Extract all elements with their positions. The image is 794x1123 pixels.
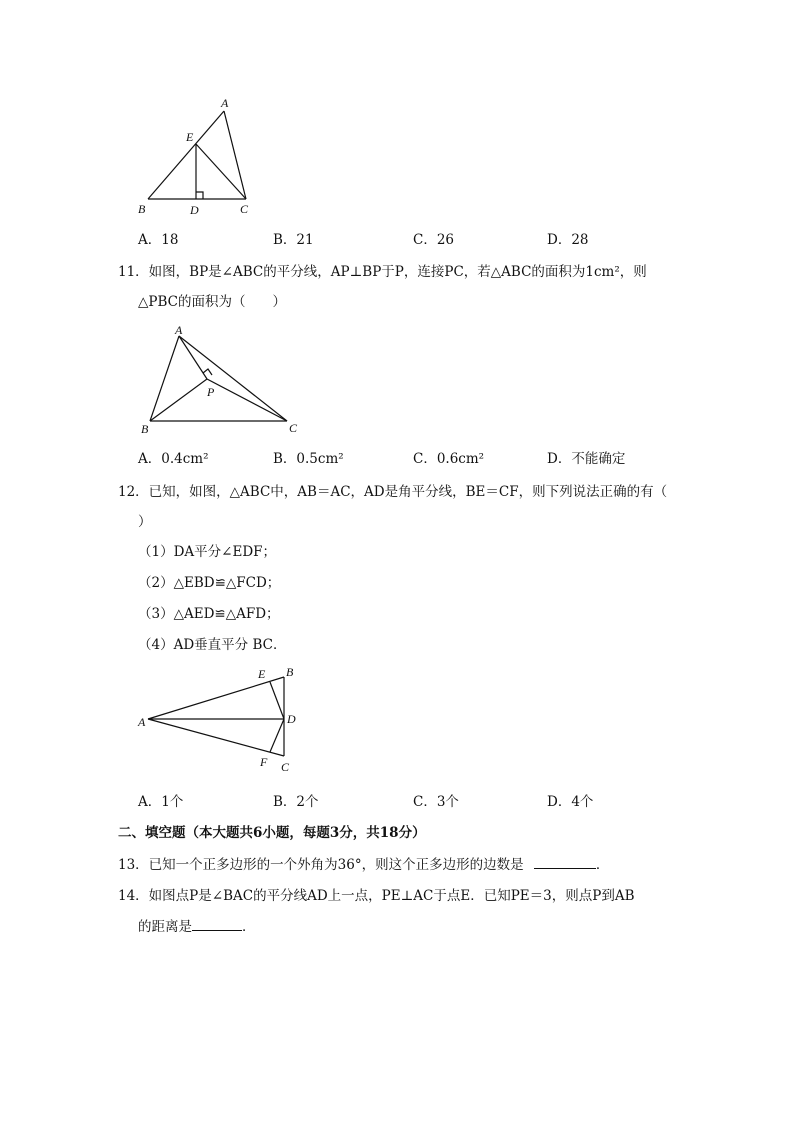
- q12-option-d: D．4个: [547, 794, 594, 810]
- q11-side-ac: [179, 336, 287, 421]
- q12-segment-fd: [270, 719, 284, 752]
- q11-segment-bp: [150, 379, 207, 421]
- q11-side-ab: [150, 336, 179, 421]
- q12-side-ac: [148, 719, 284, 756]
- q11-option-c: C．0.6cm²: [413, 451, 485, 467]
- q12-stem-line2: ）: [138, 514, 152, 530]
- q14-line1: 14．如图点P是∠BAC的平分线AD上一点，PE⊥AC于点E．已知PE＝3，则点P到AB: [118, 888, 635, 904]
- q11-stem-line2: △PBC的面积为（ ）: [138, 294, 286, 310]
- q12-label-c: C: [281, 760, 290, 774]
- q12-label-b: B: [286, 665, 294, 679]
- q12-item-1: （1）DA平分∠EDF；: [138, 544, 277, 560]
- q12-item-3: （3）△AED≌△AFD；: [138, 606, 280, 622]
- q12-figure: [130, 660, 310, 780]
- section-2-title: 二、填空题（本大题共6小题，每题3分，共18分）: [118, 825, 426, 841]
- q11-option-a: A．0.4cm²: [138, 451, 209, 467]
- q10-option-a: A．18: [138, 232, 179, 248]
- q11-figure: [135, 320, 310, 438]
- q10-side-ac: [224, 111, 246, 199]
- q12-label-a: A: [138, 715, 146, 729]
- q12-segment-ed: [270, 682, 284, 719]
- q10-label-d: D: [190, 203, 199, 217]
- q10-label-e: E: [186, 130, 194, 144]
- q11-option-b: B．0.5cm²: [273, 451, 344, 467]
- q10-label-b: B: [138, 202, 146, 216]
- q10-side-ba: [148, 111, 224, 199]
- q12-item-2: （2）△EBD≌△FCD；: [138, 575, 281, 591]
- q12-item-4: （4）AD垂直平分 BC．: [138, 637, 287, 653]
- q13-line: [118, 853, 609, 873]
- q12-label-f: F: [260, 755, 268, 769]
- q12-label-d: D: [287, 712, 296, 726]
- q13-answer-blank[interactable]: [534, 856, 596, 869]
- q10-option-c: C．26: [413, 232, 455, 248]
- q12-label-e: E: [258, 667, 266, 681]
- q12-stem-line1: 12．已知，如图，△ABC中，AB＝AC，AD是角平分线，BE＝CF，则下列说法正确的有（: [118, 484, 668, 500]
- q11-stem-line1: 11．如图，BP是∠ABC的平分线，AP⊥BP于P，连接PC，若△ABC的面积为1cm²，则: [118, 264, 647, 280]
- q14-end: ．: [242, 919, 256, 935]
- q12-option-b: B．2个: [273, 794, 319, 810]
- q14-line2-text: 的距离是: [138, 919, 192, 935]
- q10-option-d: D．28: [547, 232, 589, 248]
- q10-label-c: C: [240, 202, 249, 216]
- q14-line2: [138, 915, 256, 935]
- q10-figure: [130, 92, 270, 220]
- q10-option-b: B．21: [273, 232, 314, 248]
- q14-answer-blank[interactable]: [192, 918, 242, 931]
- q13-end: ．: [595, 857, 610, 873]
- q11-label-a: A: [175, 323, 183, 337]
- q11-option-d: D．不能确定: [547, 451, 626, 467]
- q11-label-b: B: [141, 422, 149, 436]
- q10-segment-ec: [196, 144, 246, 199]
- q11-label-c: C: [289, 421, 298, 435]
- q12-option-a: A．1个: [138, 794, 184, 810]
- q12-side-ab: [148, 677, 284, 719]
- q13-text: 13．已知一个正多边形的一个外角为36°，则这个正多边形的边数是: [118, 857, 524, 873]
- q11-label-p: P: [207, 385, 215, 399]
- q11-segment-pc: [207, 379, 287, 421]
- q10-right-angle-mark: [196, 192, 203, 199]
- q12-option-c: C．3个: [413, 794, 459, 810]
- q10-label-a: A: [221, 96, 229, 110]
